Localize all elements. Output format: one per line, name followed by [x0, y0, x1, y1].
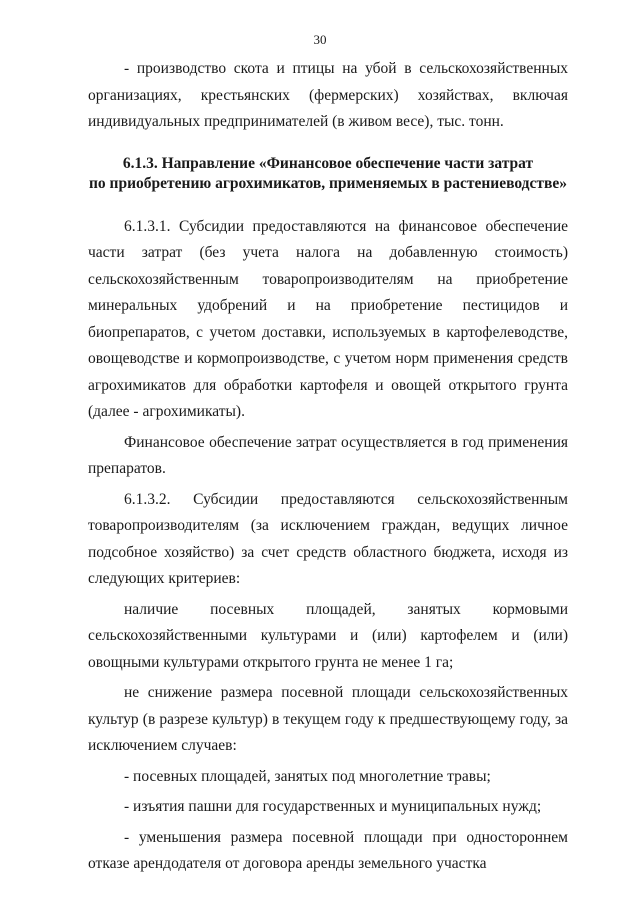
section-heading-line-1: 6.1.3. Направление «Финансовое обеспечение части затрат: [122, 154, 534, 172]
list-item-lease-refusal: - уменьшения размера посевной площади при одностороннем отказе арендодателя от договора аренды земельного участка: [88, 828, 568, 872]
paragraph-financing-year: Финансовое обеспечение затрат осуществляется в год применения препаратов.: [88, 433, 568, 477]
list-item-land-seizure: - изъятия пашни для государственных и муниципальных нужд;: [124, 798, 542, 815]
paragraph-6-1-3-1: 6.1.3.1. Субсидии предоставляются на финансовое обеспечение части затрат (без учета налога на добавленную стоимость) сельскохозяйственным товаропроизводителям на приобретение минеральных удобрений и на приобретение пестицидов и биопрепаратов, с учетом доставки, используемых в картофелеводстве, овощеводстве и кормопроизводстве, с учетом норм применения средств агрохимикатов для обработки картофеля и овощей открытого грунта (далее - агрохимикаты).: [88, 217, 568, 420]
paragraph-livestock: - производство скота и птицы на убой в сельскохозяйственных организациях, крестьянских (фермерских) хозяйствах, включая индивидуальных предпринимателей (в живом весе), тыс. тонн.: [88, 60, 568, 130]
section-heading-line-2: по приобретению агрохимикатов, применяемых в растениеводстве»: [88, 174, 568, 192]
paragraph-6-1-3-2: 6.1.3.2. Субсидии предоставляются сельскохозяйственным товаропроизводителям (за исключением граждан, ведущих личное подсобное хозяйство) за счет средств областного бюджета, исходя из следующих критериев:: [88, 490, 568, 587]
section-heading: [88, 154, 568, 194]
page-number: 30: [313, 32, 327, 47]
paragraph-criterion-area: наличие посевных площадей, занятых кормовыми сельскохозяйственными культурами и (или) картофелем и (или) овощными культурами открытого грунта не менее 1 га;: [88, 600, 568, 671]
paragraph-criterion-no-decrease: не снижение размера посевной площади сельскохозяйственных культур (в разрезе культур) в текущем году к предшествующему году, за исключением случаев:: [88, 684, 568, 754]
list-item-perennial-grass: - посевных площадей, занятых под многолетние травы;: [124, 767, 491, 785]
document-body: [88, 56, 568, 878]
